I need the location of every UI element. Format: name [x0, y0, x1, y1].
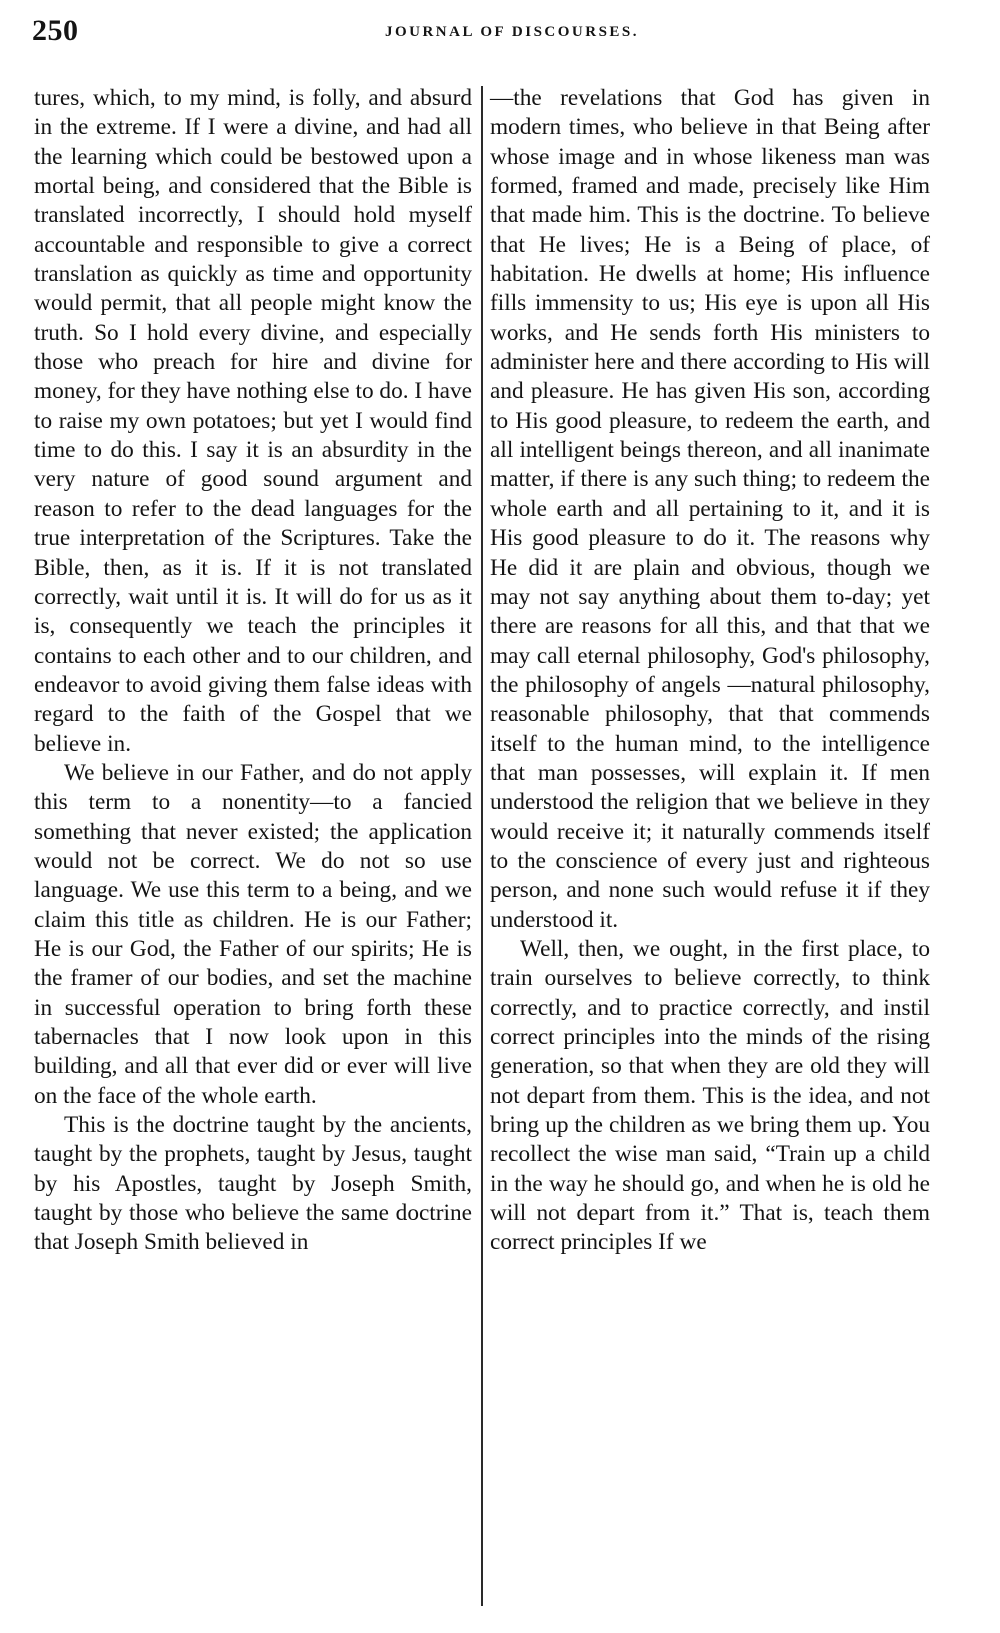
page-number: 250 [32, 14, 79, 47]
paragraph: We believe in our Father, and do not apply this term to a nonentity—to a fancied something that never existed; the application would not be correct. We do not so use language. We use this term to a being, and we claim this title as children. He is our Father; He is our God, the Father of our spirits; He is the framer of our bodies, and set the machine in successful operation to bring forth these tabernacles that I now look upon in this building, and all that ever did or ever will live on the face of the whole earth. [34, 759, 472, 1109]
paragraph: This is the doctrine taught by the ancients, taught by the prophets, taught by Jesus, taught by his Apostles, taught by Joseph Smith, taught by those who believe the same doctrine that Joseph Smith believed in [34, 1112, 472, 1256]
column-divider [481, 86, 483, 1606]
right-column [490, 84, 930, 1258]
paragraph: tures, which, to my mind, is folly, and absurd in the extreme. If I were a divine, and had all the learning which could be bestowed upon a mortal being, and considered that the Bible is translated incorrectly, I should hold myself accountable and responsible to give a correct translation as quickly as time and opportunity would permit, that all people might know the truth. So I hold every divine, and especially those who preach for hire and divine for money, for they have nothing else to do. I have to raise my own potatoes; but yet I would find time to do this. I say it is an absurdity in the very nature of good sound argument and reason to refer to the dead languages for the true interpretation of the Scriptures. Take the Bible, then, as it is. If it is not translated correctly, wait until it is. It will do for us as it is, consequently we teach the principles it contains to each other and to our children, and endeavor to avoid giving them false ideas with regard to the faith of the Gospel that we believe in. [34, 85, 472, 757]
running-head: JOURNAL OF DISCOURSES. [384, 24, 640, 40]
page-header [32, 14, 932, 54]
left-column [34, 84, 472, 1258]
paragraph: —the revelations that God has given in modern times, who believe in that Being after whose image and in whose likeness man was formed, framed and made, precisely like Him that made him. This is the doctrine. To believe that He lives; He is a Being of place, of habitation. He dwells at home; His influence fills immensity to us; His eye is upon all His works, and He sends forth His ministers to administer here and there according to His will and pleasure. He has given His son, according to His good pleasure, to redeem the earth, and all intelligent beings thereon, and all inanimate matter, if there is any such thing; to redeem the whole earth and all pertaining to it, and it is His good pleasure to do it. The reasons why He did it are plain and obvious, though we may not say anything about them to-day; yet there are reasons for all this, and that that we may call eternal philosophy, God's philosophy, the philosophy of angels —natural philosophy, reasonable philosophy, that that commends itself to the human mind, to the intelligence that man possesses, will explain it. If men understood the religion that we believe in they would receive it; it naturally commends itself to the conscience of every just and righteous person, and none such would refuse it if they understood it. [490, 85, 930, 933]
paragraph: Well, then, we ought, in the first place, to train ourselves to believe correctly, to think correctly, and to practice correctly, and instil correct principles into the minds of the rising generation, so that when they are old they will not depart from them. This is the idea, and not bring up the children as we bring them up. You recollect the wise man said, “Train up a child in the way he should go, and when he is old he will not depart from it.” That is, teach them correct principles If we [490, 935, 930, 1256]
